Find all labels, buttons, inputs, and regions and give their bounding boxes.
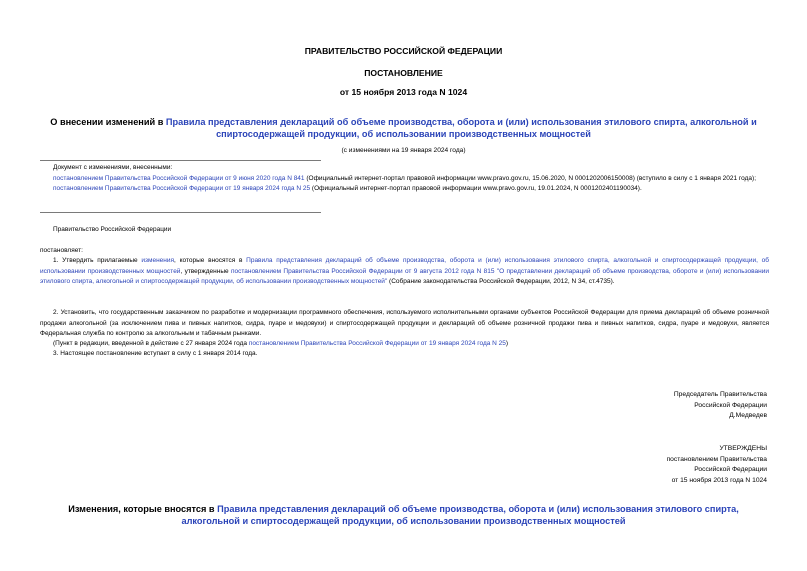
paragraph-1 bbox=[40, 256, 769, 288]
government-line: Правительство Российской Федерации bbox=[53, 226, 172, 233]
signature-line-3: Д.Медведев bbox=[729, 412, 767, 420]
document-title bbox=[40, 116, 767, 140]
changes-title-rules-link[interactable]: Правила представления деклараций об объеме производства, оборота и (или) использования этилового спирта, алкогольной и спиртосодержащей продукции, об использовании производственных мощностей bbox=[181, 504, 739, 526]
changes-block bbox=[40, 163, 769, 195]
change-item bbox=[40, 174, 769, 185]
p1-text-c: , утвержденные bbox=[180, 267, 231, 275]
divider-bottom bbox=[40, 212, 321, 213]
change-item bbox=[40, 184, 769, 195]
paragraph-2: 2. Установить, что государственным заказчиком по разработке и модернизации программного обеспечения, используемого исполнительными органами субъектов Российской Федерации для приема деклараций об объеме розничной продажи алкогольной (за исключением пива и пивных напитков, сидра, пуаре и медовухи) и спиртосодержащей продукции и деклараций об объеме розничной продажи пива и пивных напитков, сидра, пуаре и медовухи, является Федеральная служба по контролю за алкогольным и табачным рынками. bbox=[40, 309, 769, 338]
signature-block bbox=[674, 390, 767, 422]
title-prefix: О внесении изменений в bbox=[50, 117, 166, 127]
p2-note-text-b: ) bbox=[505, 340, 509, 347]
p1-text-d: (Собрание законодательства Российской Федерации, 2012, N 34, ст.4735). bbox=[387, 278, 615, 286]
p2-note-text-a: (Пункт в редакции, введенной в действие с 27 января 2024 года bbox=[53, 340, 249, 347]
paragraph-3: 3. Настоящее постановление вступает в силу с 1 января 2014 года. bbox=[53, 350, 258, 357]
resolution-815-link[interactable]: постановлением Правительства Российской Федерации от 9 августа 2012 года N 815 "О представлении деклараций об объеме производства, обороте и (или) использовании этилового спирта, алкогольной и спиртосодержащей продукции, об использовании производственных мощностей" bbox=[40, 267, 769, 286]
document-kind: ПОСТАНОВЛЕНИЕ bbox=[364, 68, 443, 78]
signature-line-1: Председатель Правительства bbox=[673, 391, 767, 398]
change-text-2020: (Официальный интернет-портал правовой информации www.pravo.gov.ru, 15.06.2020, N 0001202006150008) (вступило в силу с 1 января 2021 года); bbox=[304, 174, 757, 182]
p1-text-b: , которые вносятся в bbox=[174, 257, 247, 264]
divider-top bbox=[40, 160, 321, 161]
title-rules-link[interactable]: Правила представления деклараций об объеме производства, оборота и (или) использования этилового спирта, алкогольной и спиртосодержащей продукции, об использовании производственных мощностей bbox=[165, 117, 757, 139]
changes-intro: Документ с изменениями, внесенными: bbox=[53, 164, 173, 171]
approved-line-2: постановлением Правительства bbox=[666, 455, 767, 463]
change-text-2024: (Официальный интернет-портал правовой информации www.pravo.gov.ru, 19.01.2024, N 0001202401190034). bbox=[310, 185, 642, 193]
changes-link[interactable]: изменения bbox=[141, 257, 175, 264]
approved-line-4: от 15 ноября 2013 года N 1024 bbox=[671, 476, 767, 484]
change-link-2024[interactable]: постановлением Правительства Российской Федерации от 19 января 2024 года N 25 bbox=[53, 185, 311, 193]
approved-block bbox=[667, 444, 767, 486]
changes-title bbox=[40, 503, 767, 527]
government-heading: ПРАВИТЕЛЬСТВО РОССИЙСКОЙ ФЕДЕРАЦИИ bbox=[304, 46, 503, 56]
changes-title-prefix: Изменения, которые вносятся в bbox=[68, 504, 218, 514]
approved-line-3: Российской Федерации bbox=[694, 466, 767, 474]
p1-text-a: 1. Утвердить прилагаемые bbox=[53, 257, 142, 264]
resolves-line: постановляет: bbox=[40, 247, 83, 254]
rules-link[interactable]: Правила представления деклараций об объеме производства, оборота и (или) использования этилового спирта, алкогольной и спиртосодержащей продукции, об использовании производственных мощностей bbox=[40, 257, 769, 275]
approved-line-1: УТВЕРЖДЕНЫ bbox=[719, 445, 767, 452]
change-link-2020[interactable]: постановлением Правительства Российской Федерации от 9 июня 2020 года N 841 bbox=[53, 174, 305, 182]
document-date: от 15 ноября 2013 года N 1024 bbox=[339, 87, 468, 97]
signature-line-2: Российской Федерации bbox=[694, 401, 767, 409]
resolution-25-link[interactable]: постановлением Правительства Российской Федерации от 19 января 2024 года N 25 bbox=[248, 340, 506, 347]
paragraph-2-note bbox=[53, 339, 753, 350]
amended-note: (с изменениями на 19 января 2024 года) bbox=[341, 147, 466, 154]
